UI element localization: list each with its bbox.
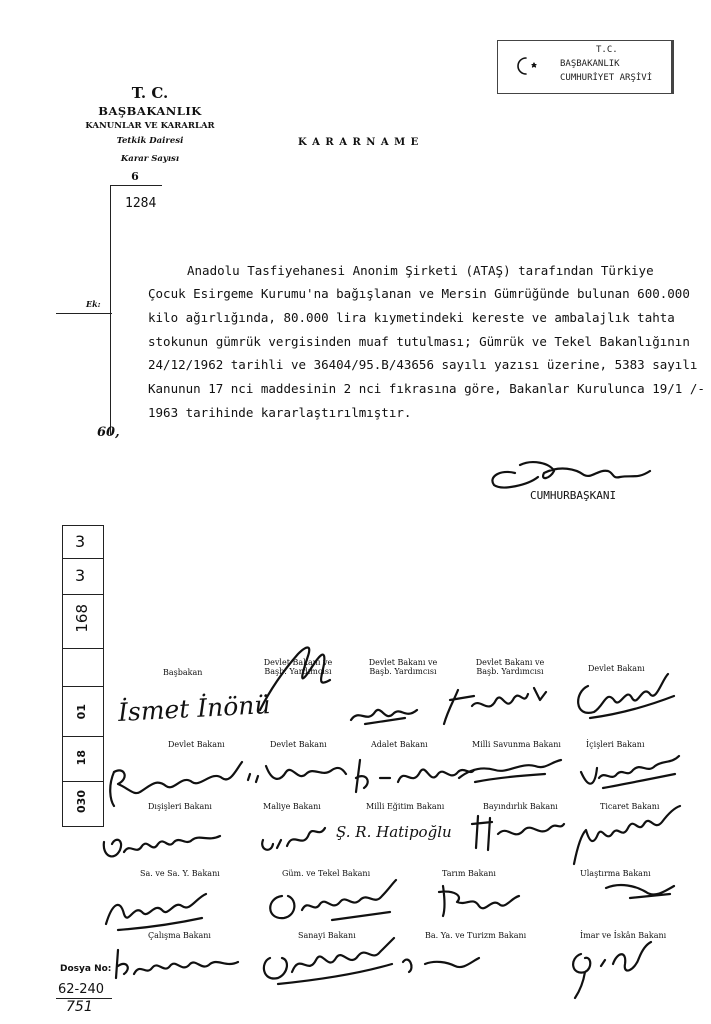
signature-devlet-5	[100, 752, 250, 808]
spine-code-1: 030	[75, 790, 88, 813]
label-bayindirlik: Bayındırlık Bakanı	[483, 802, 558, 811]
president-title: CUMHURBAŞKANI	[530, 489, 617, 502]
label-ulastirma: Ulaştırma Bakanı	[580, 869, 651, 878]
ek-underline	[56, 313, 112, 314]
decision-label: Karar Sayısı	[120, 154, 180, 164]
signature-devlet-4	[570, 666, 680, 726]
signature-ulastirma	[600, 876, 680, 904]
file-number: 1284	[125, 196, 157, 211]
label-tarim: Tarım Bakanı	[442, 869, 496, 878]
label-gumruk: Güm. ve Tekel Bakanı	[282, 869, 371, 878]
decision-underline	[110, 185, 162, 186]
signature-tarim	[435, 876, 525, 920]
label-devlet-3: Devlet Bakanı ve Başb. Yardımcısı	[475, 658, 545, 676]
label-saglik: Sa. ve Sa. Y. Bakanı	[140, 869, 220, 878]
spine-code-2: 18	[75, 750, 88, 766]
label-devlet-1: Devlet Bakanı ve Başb. Yardımcısı	[263, 658, 333, 676]
margin-note: 60,	[97, 425, 120, 440]
label-calisma: Çalışma Bakanı	[148, 931, 211, 940]
signature-devlet-2	[345, 696, 425, 730]
document-title: K A R A R N A M E	[298, 137, 420, 148]
label-icisleri: İçişleri Bakanı	[586, 740, 645, 749]
dosya-label: Dosya No:	[60, 964, 112, 974]
label-maliye: Maliye Bakanı	[263, 802, 321, 811]
label-basbakan: Başbakan	[163, 668, 203, 677]
body-line-7: 1963 tarihinde kararlaştırılmıştır.	[148, 405, 412, 420]
spine-number-1: 3	[75, 532, 86, 551]
label-devlet-4: Devlet Bakanı	[588, 664, 645, 673]
archive-stamp	[497, 40, 674, 94]
label-devlet-5: Devlet Bakanı	[168, 740, 225, 749]
label-adalet: Adalet Bakanı	[371, 740, 428, 749]
signature-milli-egitim: Ş. R. Hatipoğlu	[336, 823, 452, 841]
stamp-line-1: T.C.	[596, 45, 618, 55]
label-disisleri: Dışişleri Bakanı	[148, 802, 212, 811]
signature-saglik	[98, 884, 218, 934]
body-line-1: Anadolu Tasfiyehanesi Anonim Şirketi (ATAŞ) tarafından Türkiye	[187, 263, 654, 278]
ek-label: Ek:	[86, 299, 101, 309]
signature-devlet-3	[440, 680, 550, 730]
header-ministry: BAŞBAKANLIK	[98, 104, 202, 118]
label-basin: Ba. Ya. ve Turizm Bakanı	[425, 931, 527, 940]
label-imar: İmar ve İskân Bakanı	[580, 931, 667, 940]
spine-number-2: 3	[75, 566, 86, 585]
signature-devlet-6	[240, 752, 350, 792]
label-sanayi: Sanayi Bakanı	[298, 931, 356, 940]
left-vertical-rule	[110, 185, 111, 435]
body-line-3: kilo ağırlığında, 80.000 lira kıymetindeki kereste ve ambalajlık tahta	[148, 310, 675, 325]
crescent-star-icon	[512, 55, 544, 77]
signature-disisleri	[98, 816, 228, 866]
label-devlet-2: Devlet Bakanı ve Başb. Yardımcısı	[368, 658, 438, 676]
label-milli-savunma: Milli Savunma Bakanı	[472, 740, 561, 749]
header-department: KANUNLAR VE KARARLAR	[85, 121, 215, 131]
header-sub-department: Tetkik Dairesi	[116, 136, 184, 146]
signature-basbakan: İsmet İnönü	[117, 690, 272, 727]
signature-basin	[395, 944, 485, 978]
label-milli-egitim: Milli Eğitim Bakanı	[366, 802, 445, 811]
signature-milli-savunma	[455, 752, 565, 788]
spine-number-3: 168	[73, 604, 91, 633]
stamp-line-2: BAŞBAKANLIK	[560, 59, 620, 69]
signature-ticaret	[568, 804, 688, 874]
dosya-sub: 751	[66, 999, 93, 1015]
signature-icisleri	[575, 748, 685, 796]
stamp-line-3: CUMHURİYET ARŞİVİ	[560, 73, 653, 83]
signature-calisma	[108, 944, 248, 984]
body-line-2: Çocuk Esirgeme Kurumu'na bağışlanan ve Mersin Gümrüğünde bulunan 600.000	[148, 286, 690, 301]
archive-file-strip	[62, 525, 104, 827]
signature-imar	[565, 940, 655, 1000]
body-line-6: Kanunun 17 nci maddesinin 2 nci fıkrasına göre, Bakanlar Kurulunca 19/1 /-	[148, 381, 705, 396]
signature-devlet-1	[250, 640, 340, 720]
signature-maliye	[255, 816, 335, 858]
signature-gumruk	[262, 876, 402, 928]
header-tc: T. C.	[131, 84, 169, 102]
label-devlet-6: Devlet Bakanı	[270, 740, 327, 749]
body-line-4: stokunun gümrük vergisinden muaf tutulması; Gümrük ve Tekel Bakanlığının	[148, 334, 690, 349]
decision-number: 6	[131, 170, 139, 183]
label-ticaret: Ticaret Bakanı	[600, 802, 660, 811]
spine-code-3: 01	[75, 704, 88, 720]
signature-sanayi	[258, 932, 398, 988]
signature-bayindirlik	[468, 808, 568, 856]
dosya-number: 62-240	[58, 982, 105, 997]
body-line-5: 24/12/1962 tarihli ve 36404/95.B/43656 sayılı yazısı üzerine, 5383 sayılı	[148, 357, 698, 372]
